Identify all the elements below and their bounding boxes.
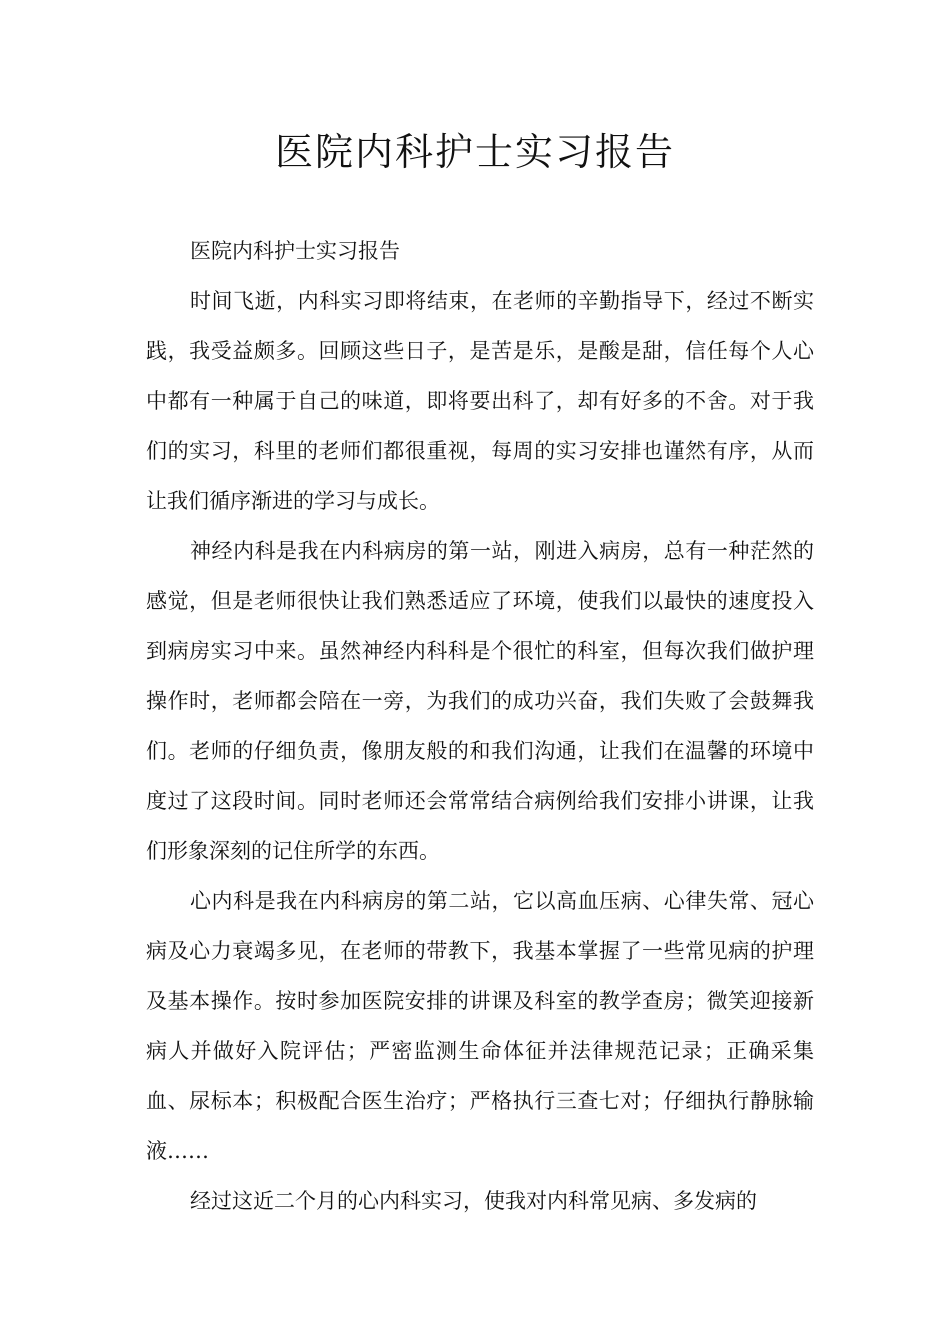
paragraph-neurology: 神经内科是我在内科病房的第一站，刚进入病房，总有一种茫然的感觉，但是老师很快让我们熟悉适应了环境，使我们以最快的速度投入到病房实习中来。虽然神经内科科是个很忙的科室，但每次我们做护理操作时，老师都会陪在一旁，为我们的成功兴奋，我们失败了会鼓舞我们。老师的仔细负责，像朋友般的和我们沟通，让我们在温馨的环境中度过了这段时间。同时老师还会常常结合病例给我们安排小讲课，让我们形象深刻的记住所学的东西。 xyxy=(146,539,814,863)
paragraph-cardiology: 心内科是我在内科病房的第二站，它以高血压病、心律失常、冠心病及心力衰竭多见，在老师的带教下，我基本掌握了一些常见病的护理及基本操作。按时参加医院安排的讲课及科室的教学查房；微笑迎接新病人并做好入院评估；严密监测生命体征并法律规范记录；正确采集血、尿标本；积极配合医生治疗；严格执行三查七对；仔细执行静脉输液…… xyxy=(146,889,814,1163)
document-title: 医院内科护士实习报告 xyxy=(274,130,675,174)
paragraph-summary: 经过这近二个月的心内科实习，使我对内科常见病、多发病的 xyxy=(190,1189,757,1213)
document-body xyxy=(146,226,814,1226)
paragraph-subtitle: 医院内科护士实习报告 xyxy=(190,239,400,263)
paragraph-intro: 时间飞逝，内科实习即将结束，在老师的辛勤指导下，经过不断实践，我受益颇多。回顾这些日子，是苦是乐，是酸是甜，信任每个人心中都有一种属于自己的味道，即将要出科了，却有好多的不舍。对于我们的实习，科里的老师们都很重视，每周的实习安排也谨然有序，从而让我们循序渐进的学习与成长。 xyxy=(146,289,814,513)
